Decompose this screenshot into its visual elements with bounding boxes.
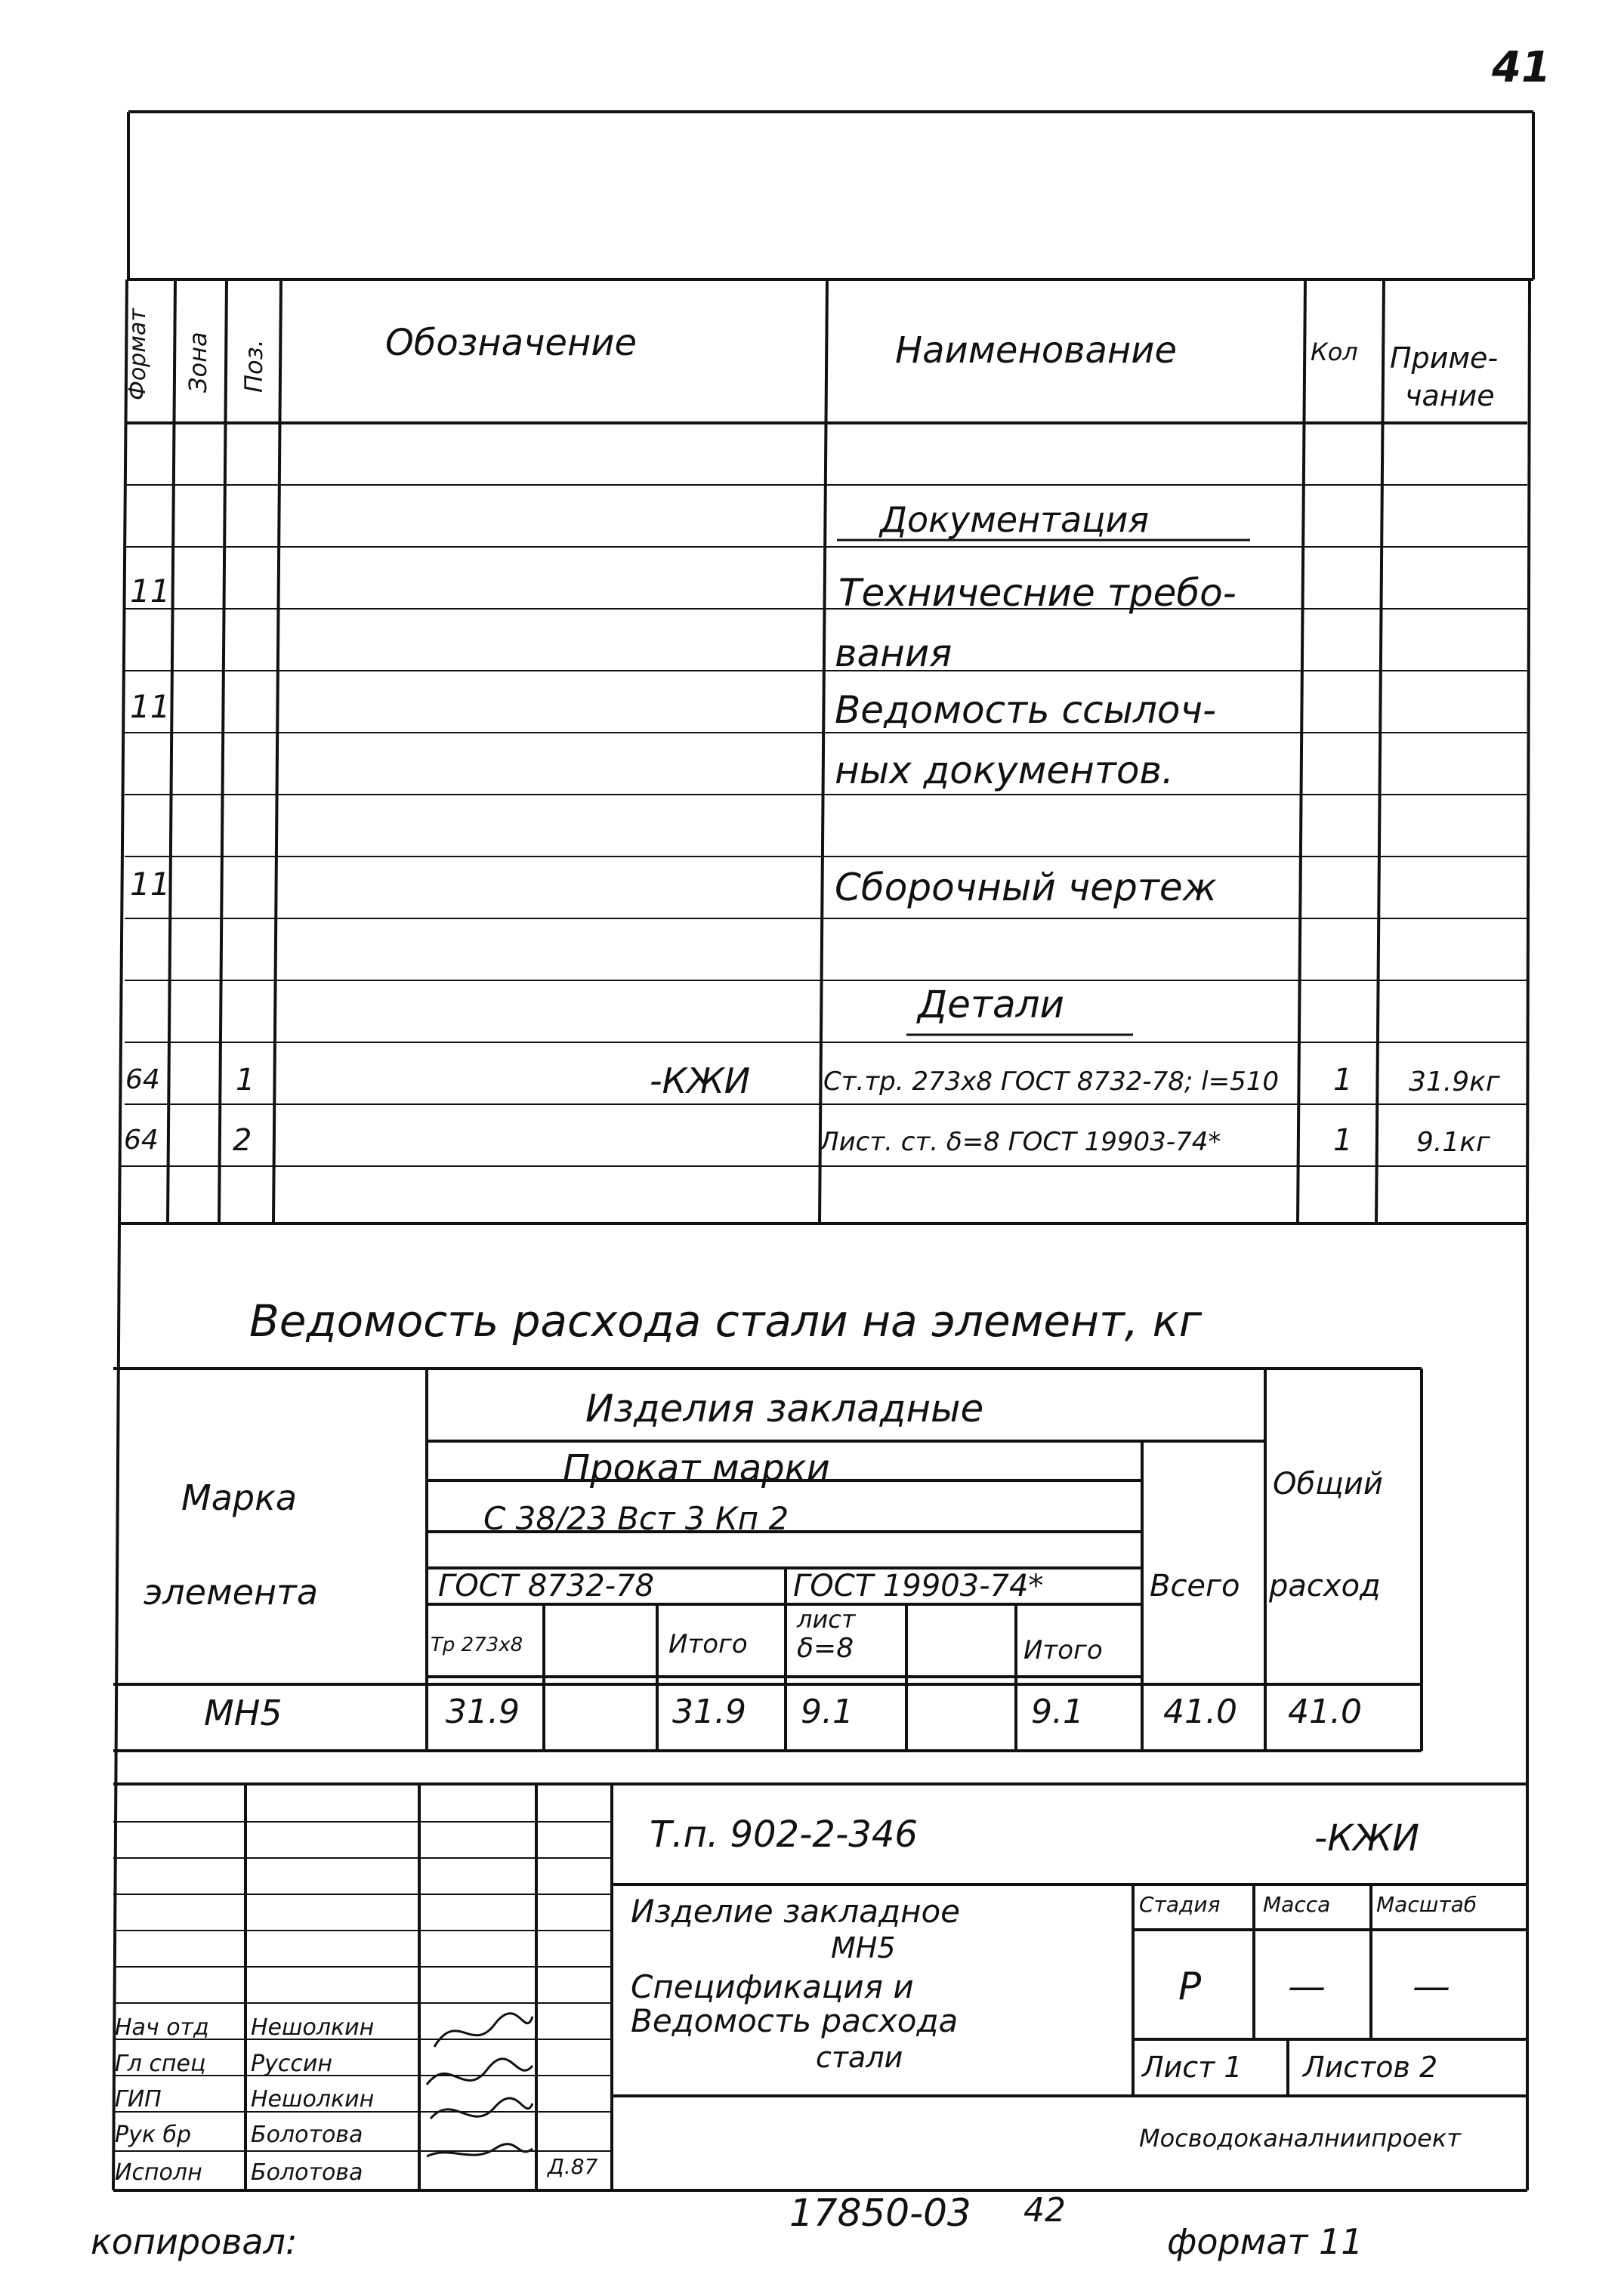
row6-format: 64 xyxy=(125,1064,160,1095)
steel-h-prokat: Прокат марки xyxy=(563,1447,830,1489)
scale-label: Масштаб xyxy=(1376,1892,1477,1917)
steel-h-marka-2: элемента xyxy=(144,1572,319,1613)
sheets-total: Листов 2 xyxy=(1303,2051,1438,2084)
row1-name: Техничесние требо- xyxy=(838,571,1237,615)
scale-value: — xyxy=(1413,1965,1450,2008)
stage-label: Стадия xyxy=(1139,1892,1221,1917)
row7-pos: 2 xyxy=(233,1123,252,1158)
person-name: Болотова xyxy=(251,2122,363,2148)
header-qty: Кол xyxy=(1311,338,1358,366)
doc-name-4: Ведомость расхода xyxy=(631,2002,959,2039)
doc-suffix: -КЖИ xyxy=(1314,1817,1420,1860)
doc-code: Т.п. 902-2-346 xyxy=(650,1813,918,1856)
steel-table-title: Ведомость расхода стали на элемент, кг xyxy=(249,1295,1203,1347)
steel-row-vsego: 41.0 xyxy=(1163,1693,1237,1731)
steel-row-itogo-1: 31.9 xyxy=(672,1693,746,1731)
inventory-number: 17850-03 xyxy=(789,2191,971,2235)
copied-label: копировал: xyxy=(91,2221,298,2262)
steel-h-izdelia: Изделия закладные xyxy=(585,1387,984,1431)
steel-h-obshii-1: Общий xyxy=(1273,1467,1383,1502)
row6-designation: -КЖИ xyxy=(650,1060,751,1101)
steel-h-vsego: Всего xyxy=(1150,1569,1240,1603)
steel-h-obshii-2: расход xyxy=(1269,1569,1381,1603)
section-details: Детали xyxy=(918,983,1065,1026)
header-name: Наименование xyxy=(895,329,1178,372)
row4-name: ных документов. xyxy=(835,748,1174,792)
header-pos: Поз. xyxy=(239,339,268,393)
steel-c-list-2: δ=8 xyxy=(797,1633,854,1664)
steel-c-itogo-1: Итого xyxy=(668,1629,748,1659)
organization: Мосводоканалниипроект xyxy=(1139,2124,1461,2153)
person-name: Болотова xyxy=(251,2159,363,2186)
row6-note: 31.9кг xyxy=(1409,1066,1500,1097)
steel-h-gost1: ГОСТ 8732-78 xyxy=(438,1569,654,1603)
row7-qty: 1 xyxy=(1333,1123,1353,1158)
row5-format: 11 xyxy=(130,866,171,903)
mass-value: — xyxy=(1288,1965,1326,2008)
steel-c-itogo-2: Итого xyxy=(1023,1635,1103,1665)
section-documentation: Документация xyxy=(880,499,1150,540)
steel-row-itogo-2: 9.1 xyxy=(1031,1693,1084,1731)
header-zone: Зона xyxy=(184,332,212,393)
person-role: Гл спец xyxy=(115,2051,206,2077)
row7-note: 9.1кг xyxy=(1416,1127,1490,1158)
row6-name: Ст.тр. 273х8 ГОСТ 8732-78; l=510 xyxy=(823,1066,1279,1097)
row7-name: Лист. ст. δ=8 ГОСТ 19903-74* xyxy=(820,1127,1221,1157)
footer-sheet-number: 42 xyxy=(1023,2191,1066,2230)
row2-name: вания xyxy=(835,631,952,675)
row3-name: Ведомость ссылоч- xyxy=(835,688,1217,732)
person-role: Рук бр xyxy=(115,2122,192,2148)
header-note-1: Приме- xyxy=(1390,341,1499,375)
steel-h-steel: С 38/23 Вст 3 Кп 2 xyxy=(483,1500,789,1537)
steel-row-list: 9.1 xyxy=(801,1693,854,1731)
steel-h-marka-1: Марка xyxy=(181,1477,298,1518)
row3-format: 11 xyxy=(130,688,171,725)
steel-c-list-1: лист xyxy=(797,1605,856,1634)
steel-row-tr: 31.9 xyxy=(446,1693,520,1731)
person-name: Руссин xyxy=(251,2051,332,2077)
page-number: 41 xyxy=(1492,43,1551,92)
header-format: Формат xyxy=(125,308,151,400)
person-name: Нешолкин xyxy=(251,2086,375,2113)
row5-name: Сборочный чертеж xyxy=(835,866,1217,909)
steel-row-total: 41.0 xyxy=(1288,1693,1362,1731)
row6-pos: 1 xyxy=(236,1063,255,1097)
header-note-2: чание xyxy=(1405,379,1495,412)
steel-c-tr: Тр 273х8 xyxy=(431,1634,523,1656)
person-role: Нач отд xyxy=(115,2014,209,2041)
row6-qty: 1 xyxy=(1333,1063,1353,1097)
steel-h-gost2: ГОСТ 19903-74* xyxy=(793,1569,1044,1603)
footer-format: формат 11 xyxy=(1167,2221,1363,2262)
date-mark: Д.87 xyxy=(548,2154,598,2179)
person-role: Исполн xyxy=(115,2159,202,2186)
person-role: ГИП xyxy=(115,2086,162,2113)
row7-format: 64 xyxy=(124,1125,159,1156)
mass-label: Масса xyxy=(1263,1892,1331,1917)
doc-name-3: Спецификация и xyxy=(631,1968,914,2005)
doc-name-1: Изделие закладное xyxy=(631,1893,961,1930)
row1-format: 11 xyxy=(130,573,171,610)
doc-name-5: стали xyxy=(816,2041,903,2074)
signatures xyxy=(419,1994,540,2190)
doc-name-2: МН5 xyxy=(831,1931,896,1965)
stage-value: Р xyxy=(1178,1965,1202,2008)
steel-row-mark: МН5 xyxy=(204,1693,283,1733)
header-designation: Обозначение xyxy=(385,322,638,364)
person-name: Нешолкин xyxy=(251,2014,375,2041)
sheet-number: Лист 1 xyxy=(1142,2051,1243,2084)
